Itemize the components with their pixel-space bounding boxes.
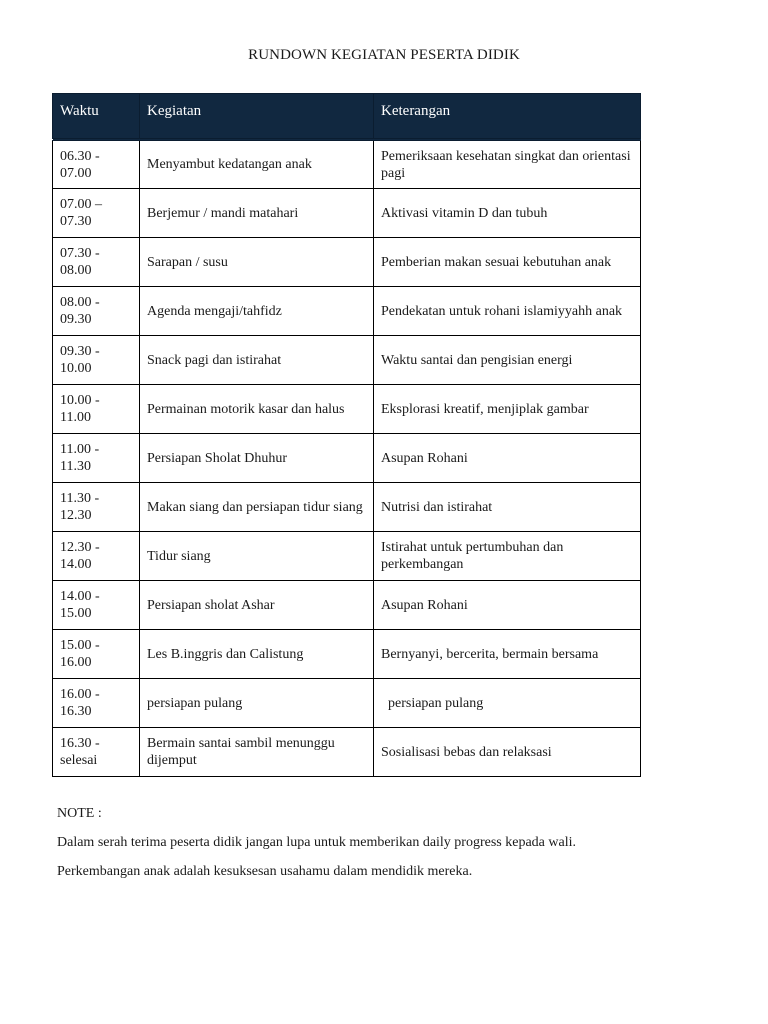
table-row <box>53 385 641 434</box>
note-cell: persiapan pulang <box>374 679 641 728</box>
activity-cell: Persiapan Sholat Dhuhur <box>140 434 374 483</box>
note-cell: Istirahat untuk pertumbuhan dan perkembangan <box>374 532 641 581</box>
note-cell: Nutrisi dan istirahat <box>374 483 641 532</box>
time-cell: 11.30 - 12.30 <box>53 483 140 532</box>
time-cell: 08.00 - 09.30 <box>53 287 140 336</box>
table-header-row <box>53 94 641 140</box>
note-cell: Pemberian makan sesuai kebutuhan anak <box>374 238 641 287</box>
table-row <box>53 679 641 728</box>
notes-section <box>57 805 717 892</box>
table-row <box>53 140 641 189</box>
time-cell: 12.30 - 14.00 <box>53 532 140 581</box>
table-row <box>53 728 641 777</box>
activity-cell: Sarapan / susu <box>140 238 374 287</box>
activity-cell: persiapan pulang <box>140 679 374 728</box>
note-heading: NOTE : <box>57 806 102 821</box>
rundown-table <box>52 93 641 777</box>
time-cell: 07.30 - 08.00 <box>53 238 140 287</box>
activity-cell: Agenda mengaji/tahfidz <box>140 287 374 336</box>
note-line: Perkembangan anak adalah kesuksesan usahamu dalam mendidik mereka. <box>57 864 473 879</box>
note-cell: Pendekatan untuk rohani islamiyyahh anak <box>374 287 641 336</box>
activity-cell: Bermain santai sambil menunggu dijemput <box>140 728 374 777</box>
note-cell: Waktu santai dan pengisian energi <box>374 336 641 385</box>
activity-cell: Snack pagi dan istirahat <box>140 336 374 385</box>
table-row <box>53 630 641 679</box>
activity-cell: Tidur siang <box>140 532 374 581</box>
time-cell: 11.00 - 11.30 <box>53 434 140 483</box>
table-row <box>53 336 641 385</box>
activity-cell: Makan siang dan persiapan tidur siang <box>140 483 374 532</box>
activity-cell: Permainan motorik kasar dan halus <box>140 385 374 434</box>
note-cell: Asupan Rohani <box>374 581 641 630</box>
note-cell: Eksplorasi kreatif, menjiplak gambar <box>374 385 641 434</box>
time-cell: 06.30 - 07.00 <box>53 140 140 189</box>
note-cell: Sosialisasi bebas dan relaksasi <box>374 728 641 777</box>
time-cell: 14.00 - 15.00 <box>53 581 140 630</box>
column-header-keterangan: Keterangan <box>374 94 641 140</box>
activity-cell: Menyambut kedatangan anak <box>140 140 374 189</box>
time-cell: 10.00 - 11.00 <box>53 385 140 434</box>
time-cell: 07.00 – 07.30 <box>53 189 140 238</box>
note-cell: Bernyanyi, bercerita, bermain bersama <box>374 630 641 679</box>
document-title: RUNDOWN KEGIATAN PESERTA DIDIK <box>248 47 520 63</box>
activity-cell: Persiapan sholat Ashar <box>140 581 374 630</box>
table-row <box>53 189 641 238</box>
column-header-kegiatan: Kegiatan <box>140 94 374 140</box>
table-row <box>53 287 641 336</box>
activity-cell: Les B.inggris dan Calistung <box>140 630 374 679</box>
note-line: Dalam serah terima peserta didik jangan lupa untuk memberikan daily progress kepada wali. <box>57 835 576 850</box>
note-cell: Pemeriksaan kesehatan singkat dan orientasi pagi <box>374 140 641 189</box>
activity-cell: Berjemur / mandi matahari <box>140 189 374 238</box>
time-cell: 16.30 - selesai <box>53 728 140 777</box>
table-row <box>53 483 641 532</box>
note-cell: Asupan Rohani <box>374 434 641 483</box>
time-cell: 16.00 - 16.30 <box>53 679 140 728</box>
table-row <box>53 238 641 287</box>
time-cell: 15.00 - 16.00 <box>53 630 140 679</box>
table-row <box>53 581 641 630</box>
table-row <box>53 434 641 483</box>
time-cell: 09.30 - 10.00 <box>53 336 140 385</box>
note-cell: Aktivasi vitamin D dan tubuh <box>374 189 641 238</box>
column-header-waktu: Waktu <box>53 94 140 140</box>
table-row <box>53 532 641 581</box>
